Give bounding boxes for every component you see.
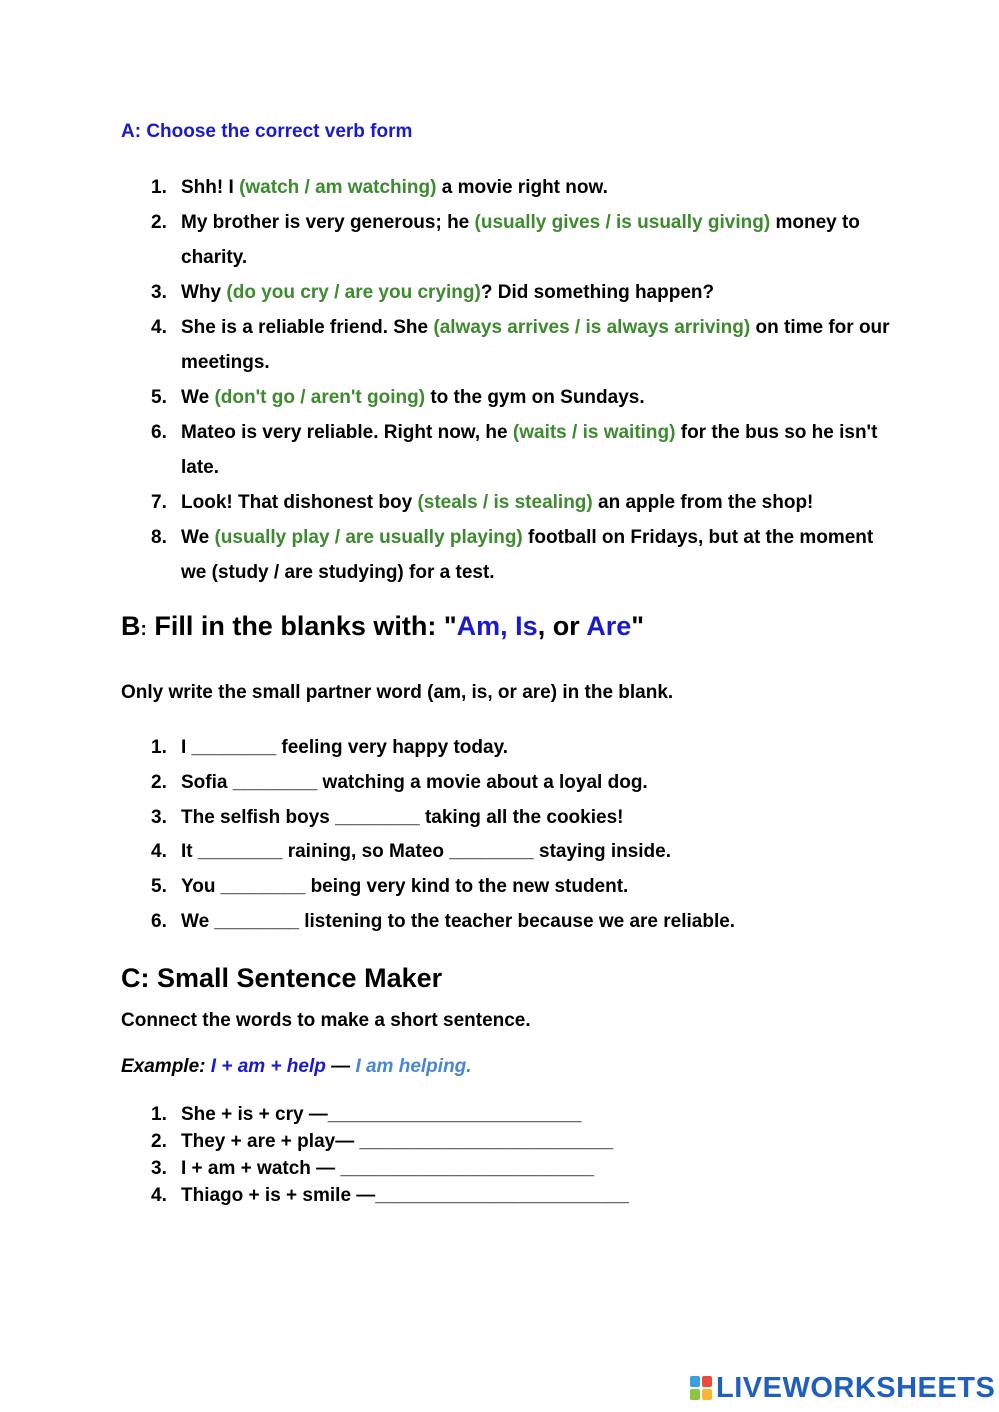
item-number: 1. xyxy=(151,737,167,758)
list-item xyxy=(151,170,891,205)
example-line xyxy=(121,1056,472,1078)
verb-choice[interactable]: (usually gives / is usually giving) xyxy=(474,212,771,233)
item-text: I ________ feeling very happy today. xyxy=(181,737,509,758)
item-text: She is a reliable friend. She xyxy=(181,317,434,338)
item-number: 8. xyxy=(151,527,167,548)
verb-choice[interactable]: (usually play / are usually playing) xyxy=(214,527,523,548)
item-text: The selfish boys ________ taking all the cookies! xyxy=(181,806,624,828)
title-text: " xyxy=(631,611,645,641)
section-letter: B xyxy=(121,611,141,641)
item-text: Shh! I xyxy=(181,177,240,198)
list-item[interactable] xyxy=(151,905,881,940)
verb-choice[interactable]: (always arrives / is always arriving) xyxy=(433,317,751,338)
item-text: ? Did something happen? xyxy=(480,282,715,303)
example-words: I + am + help xyxy=(210,1056,326,1077)
list-item[interactable] xyxy=(151,870,881,905)
item-number: 2. xyxy=(151,212,167,233)
item-text: They + are + play— ________________________ xyxy=(181,1131,614,1152)
item-text: Thiago + is + smile —________________________ xyxy=(181,1185,629,1206)
list-item xyxy=(151,415,891,485)
item-number: 6. xyxy=(151,422,167,443)
verb-choice[interactable]: (watch / am watching) xyxy=(239,177,437,198)
item-number: 7. xyxy=(151,492,167,513)
liveworksheets-logo-icon xyxy=(690,1376,712,1400)
list-item xyxy=(151,520,891,590)
section-b-list xyxy=(151,731,881,940)
item-text: It ________ raining, so Mateo ________ staying inside. xyxy=(181,841,672,863)
list-item[interactable] xyxy=(151,1155,781,1182)
item-text: for the bus so he isn't late. xyxy=(181,422,878,478)
item-text: You ________ being very kind to the new student. xyxy=(181,876,629,898)
item-number: 6. xyxy=(151,910,167,932)
item-text: We xyxy=(181,387,215,408)
item-text: We xyxy=(181,527,215,548)
item-number: 2. xyxy=(151,1131,167,1152)
item-number: 4. xyxy=(151,1185,167,1206)
item-text: Mateo is very reliable. Right now, he xyxy=(181,422,513,443)
verb-choice[interactable]: (steals / is stealing) xyxy=(417,492,593,513)
item-text: to the gym on Sundays. xyxy=(425,387,645,408)
verb-choice[interactable]: (do you cry / are you crying) xyxy=(226,282,481,303)
item-text: Look! That dishonest boy xyxy=(181,492,418,513)
list-item xyxy=(151,380,891,415)
item-number: 2. xyxy=(151,771,167,793)
list-item[interactable] xyxy=(151,1101,781,1128)
section-b-title xyxy=(121,611,644,642)
item-number: 3. xyxy=(151,806,167,828)
item-number: 1. xyxy=(151,177,167,198)
verb-choice[interactable]: (don't go / aren't going) xyxy=(214,387,426,408)
example-answer: I am helping. xyxy=(355,1056,472,1077)
list-item[interactable] xyxy=(151,1182,781,1209)
list-item xyxy=(151,275,891,310)
list-item[interactable] xyxy=(151,1128,781,1155)
list-item[interactable] xyxy=(151,835,881,870)
highlight-word: Am, Is xyxy=(456,611,538,641)
item-text: I + am + watch — ________________________ xyxy=(181,1158,595,1179)
item-number: 1. xyxy=(151,1104,167,1125)
section-a-title: A: Choose the correct verb form xyxy=(121,121,413,142)
item-text: Why xyxy=(181,282,227,303)
item-text: an apple from the shop! xyxy=(592,492,814,513)
example-label: Example: xyxy=(121,1056,211,1077)
list-item[interactable] xyxy=(151,731,881,766)
liveworksheets-logo[interactable] xyxy=(690,1372,995,1404)
item-number: 3. xyxy=(151,282,167,303)
item-number: 3. xyxy=(151,1158,167,1179)
item-number: 5. xyxy=(151,876,167,898)
section-colon: : xyxy=(140,619,147,640)
item-text: money to charity. xyxy=(181,212,860,268)
section-c-instruction: Connect the words to make a short sentence. xyxy=(121,1010,531,1031)
item-number: 4. xyxy=(151,841,167,863)
title-text: , or xyxy=(537,611,587,641)
item-number: 4. xyxy=(151,317,167,338)
verb-choice[interactable]: (waits / is waiting) xyxy=(512,422,676,443)
section-a-list xyxy=(151,170,891,590)
title-text: Fill in the blanks with: " xyxy=(146,611,457,641)
logo-text: LIVEWORKSHEETS xyxy=(716,1371,996,1404)
item-text: We ________ listening to the teacher because we are reliable. xyxy=(181,910,736,932)
item-text: Sofia ________ watching a movie about a loyal dog. xyxy=(181,771,648,793)
list-item xyxy=(151,205,891,275)
item-text: on time for our meetings. xyxy=(181,317,890,373)
list-item xyxy=(151,485,891,520)
section-c-list xyxy=(151,1101,781,1209)
item-number: 5. xyxy=(151,387,167,408)
list-item xyxy=(151,310,891,380)
item-text: My brother is very generous; he xyxy=(181,212,475,233)
list-item[interactable] xyxy=(151,801,881,836)
section-b-instruction: Only write the small partner word (am, is, or are) in the blank. xyxy=(121,682,674,703)
example-dash: — xyxy=(325,1056,356,1077)
list-item[interactable] xyxy=(151,766,881,801)
section-c-title: C: Small Sentence Maker xyxy=(121,963,443,993)
item-text: a movie right now. xyxy=(436,177,608,198)
item-text: football on Fridays, but at the moment we (study / are studying) for a test. xyxy=(181,527,874,583)
item-text: She + is + cry —________________________ xyxy=(181,1104,582,1125)
highlight-word: Are xyxy=(586,611,632,641)
